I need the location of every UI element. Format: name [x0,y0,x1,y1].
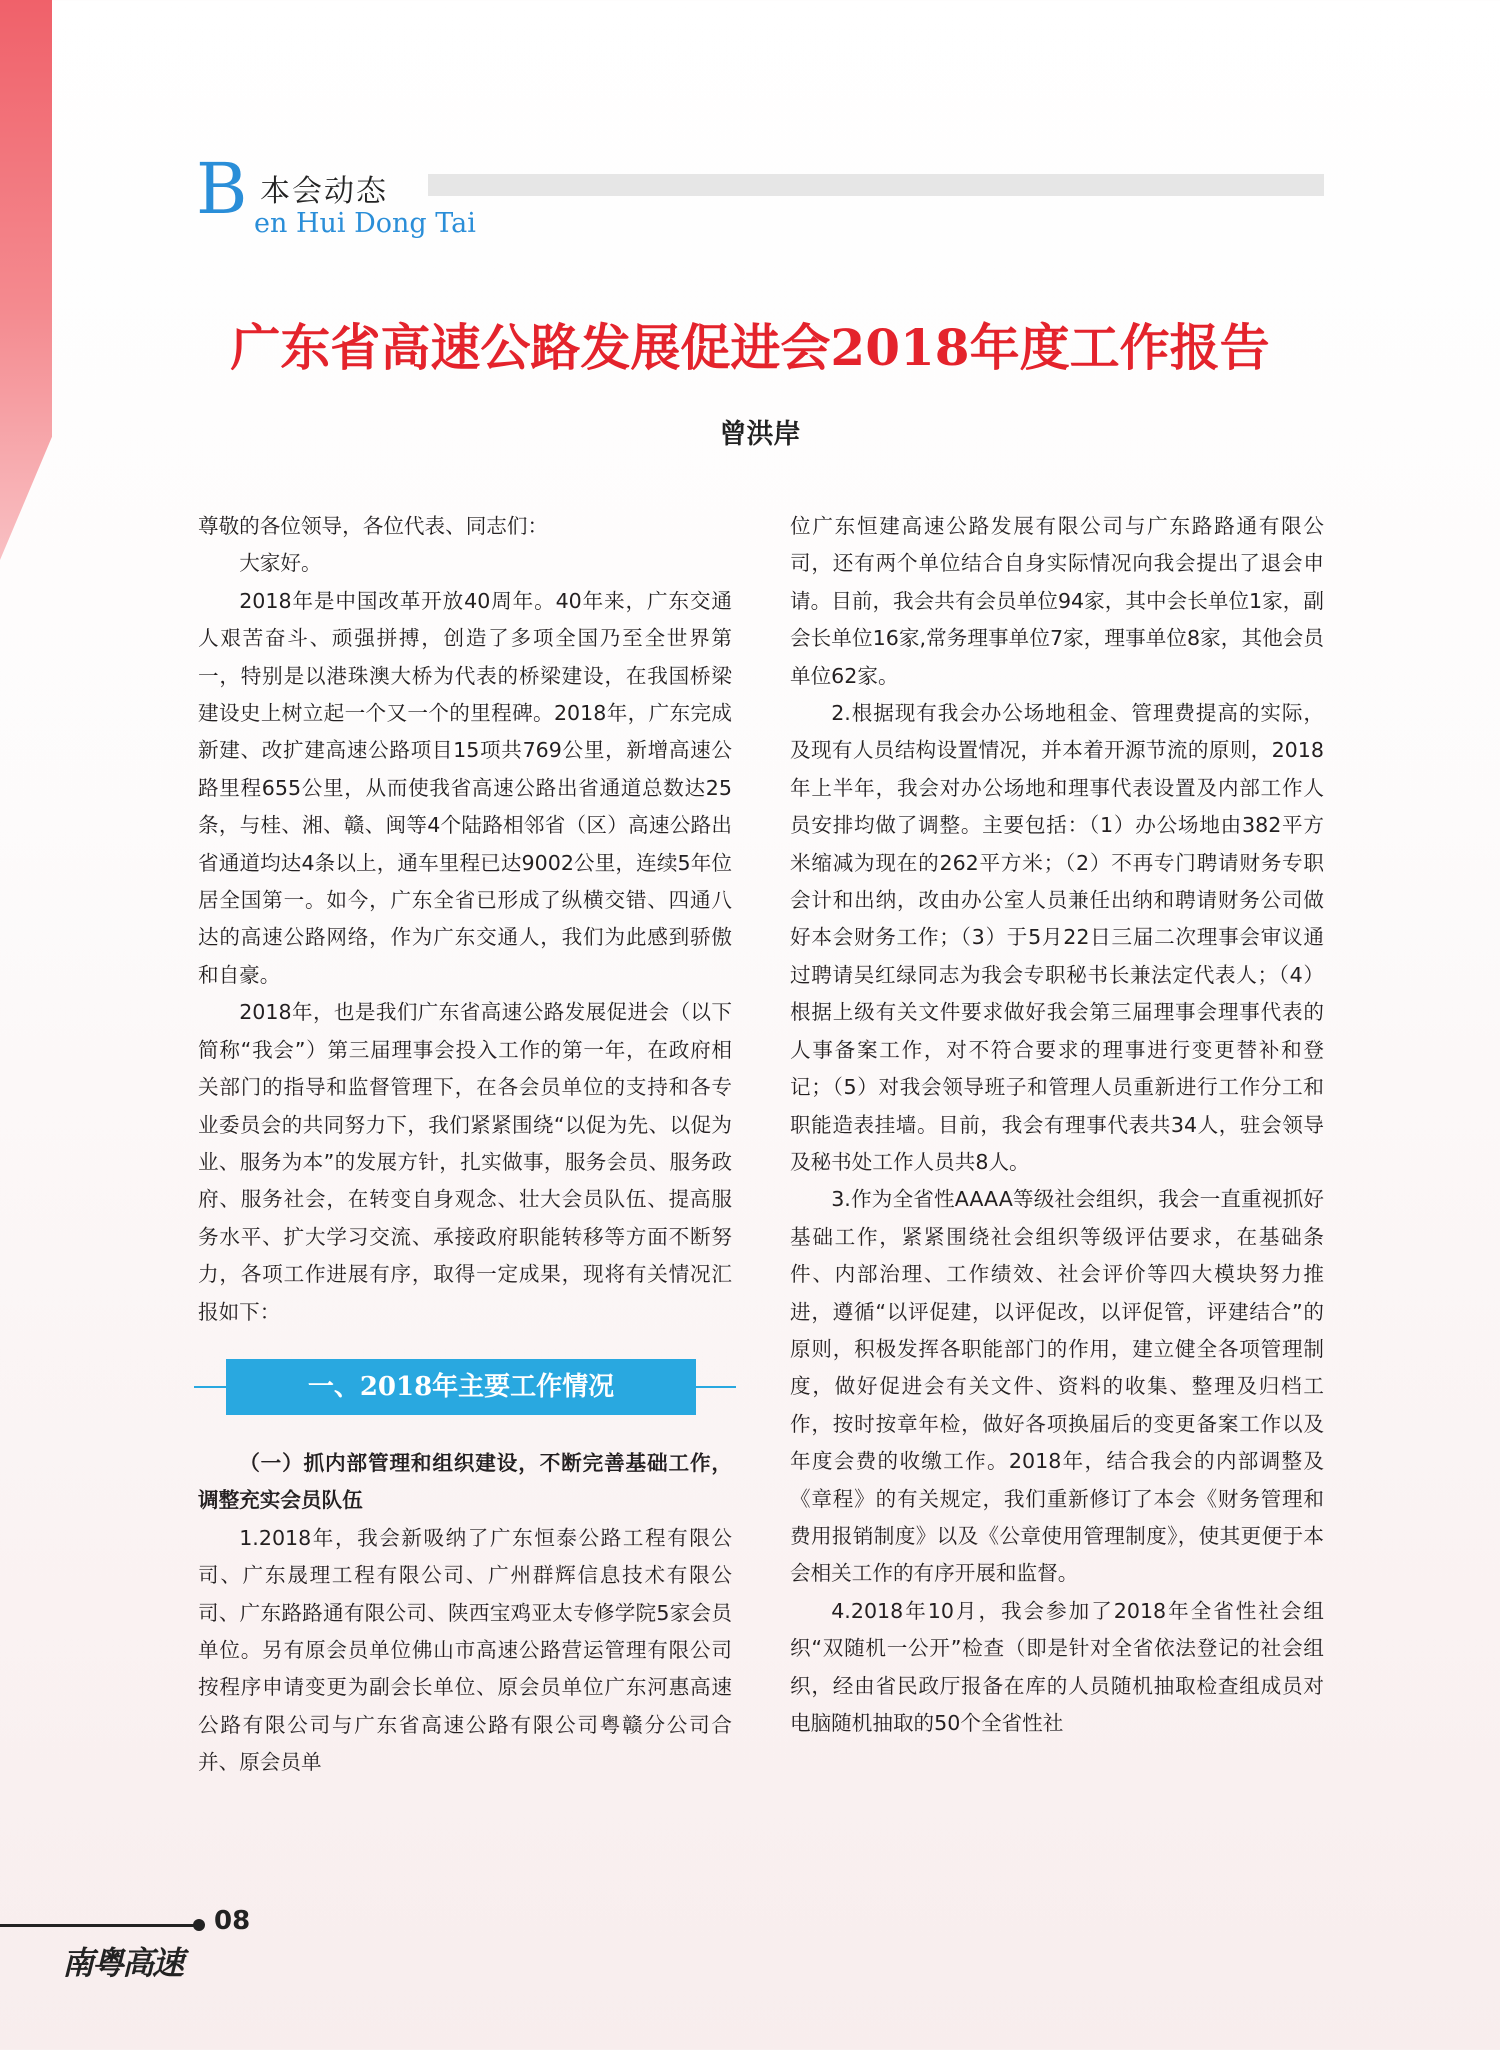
paragraph: 2018年是中国改革开放40周年。40年来，广东交通人艰苦奋斗、顽强拼搏，创造了多项全国乃至全世界第一，特别是以港珠澳大桥为代表的桥梁建设，在我国桥梁建设史上树立起一个又一个的里程碑。2018年，广东完成新建、改扩建高速公路项目15项共769公里，新增高速公路里程655公里，从而使我省高速公路出省通道总数达25条，与桂、湘、赣、闽等4个陆路相邻省（区）高速公路出省通道均达4条以上，通车里程已达9002公里，连续5年位居全国第一。如今，广东全省已形成了纵横交错、四通八达的高速公路网络，作为广东交通人，我们为此感到骄傲和自豪。 [198,588,732,987]
paragraph: 1.2018年，我会新吸纳了广东恒泰公路工程有限公司、广东晟理工程有限公司、广州群辉信息技术有限公司、广东路路通有限公司、陕西宝鸡亚太专修学院5家会员单位。另有原会员单位佛山市高速公路营运管理有限公司按程序申请变更为副会长单位、原会员单位广东河惠高速公路有限公司与广东省高速公路有限公司粤赣分公司合并、原会员单 [198,1525,732,1775]
magazine-logo: 南粤高速 [62,1944,183,1982]
section-heading-banner [198,1359,732,1415]
paragraph: 4.2018年10月，我会参加了2018年全省性社会组织“双随机一公开”检查（即是针对全省依法登记的社会组织，经由省民政厅报备在库的人员随机抽取检查组成员对电脑随机抽取的50个全省性社 [790,1598,1324,1735]
article-author: 曾洪岸 [719,419,801,450]
paragraph: 2.根据现有我会办公场地租金、管理费提高的实际，及现有人员结构设置情况，并本着开源节流的原则，2018年上半年，我会对办公场地和理事代表设置及内部工作人员安排均做了调整。主要包括：（1）办公场地由382平方米缩减为现在的262平方米；（2）不再专门聘请财务专职会计和出纳，改由办公室人员兼任出纳和聘请财务公司做好本会财务工作；（3）于5月22日三届二次理事会审议通过聘请吴红绿同志为我会专职秘书长兼法定代表人；（4）根据上级有关文件要求做好我会第三届理事会理事代表的人事备案工作，对不符合要求的理事进行变更替补和登记；（5）对我会领导班子和管理人员重新进行工作分工和职能造表挂墙。目前，我会有理事代表共34人，驻会领导及秘书处工作人员共8人。 [790,701,1324,1174]
right-column [790,508,1324,1742]
header-chinese-label: 本会动态 [260,174,388,209]
greeting: 大家好。 [239,551,322,576]
paragraph: 2018年，也是我们广东省高速公路发展促进会（以下简称“我会”）第三届理事会投入工作的第一年，在政府相关部门的指导和监督管理下，在各会员单位的支持和各专业委员会的共同努力下，我们紧紧围绕“以促为先、以促为业、服务为本”的发展方针，扎实做事，服务会员、服务政府、服务社会，在转变自身观念、壮大会员队伍、提高服务水平、扩大学习交流、承接政府职能转移等方面不断努力，各项工作进展有序，取得一定成果，现将有关情况汇报如下： [198,1000,732,1324]
header-divider [428,174,1324,196]
salutation: 尊敬的各位领导，各位代表、同志们： [198,514,549,538]
header-english-label: en Hui Dong Tai [254,208,476,239]
page-number: 08 [214,1906,251,1936]
section-heading: 一、2018年主要工作情况 [226,1359,696,1415]
subsection-heading: （一）抓内部管理和组织建设，不断完善基础工作，调整充实会员队伍 [198,1450,732,1513]
footer-dot [193,1919,205,1931]
paragraph: 3.作为全省性AAAA等级社会组织，我会一直重视抓好基础工作，紧紧围绕社会组织等级评估要求，在基础条件、内部治理、工作绩效、社会评价等四大模块努力推进，遵循“以评促建，以评促改，以评促管，评建结合”的原则，积极发挥各职能部门的作用，建立健全各项管理制度，做好促进会有关文件、资料的收集、整理及归档工作，按时按章年检，做好各项换届后的变更备案工作以及年度会费的收缴工作。2018年，结合我会的内部调整及《章程》的有关规定，我们重新修订了本会《财务管理和费用报销制度》以及《公章使用管理制度》，使其更便于本会相关工作的有序开展和监督。 [790,1187,1324,1586]
section-header [196,148,1324,242]
article-title: 广东省高速公路发展促进会2018年度工作报告 [230,318,1270,377]
decorative-corner-bar [0,0,52,560]
left-column [198,508,732,1782]
header-initial-letter: B [196,148,248,230]
footer-rule [0,1924,200,1927]
paragraph: 位广东恒建高速公路发展有限公司与广东路路通有限公司，还有两个单位结合自身实际情况向我会提出了退会申请。目前，我会共有会员单位94家，其中会长单位1家，副会长单位16家,常务理事单位7家，理事单位8家，其他会员单位62家。 [790,514,1324,688]
